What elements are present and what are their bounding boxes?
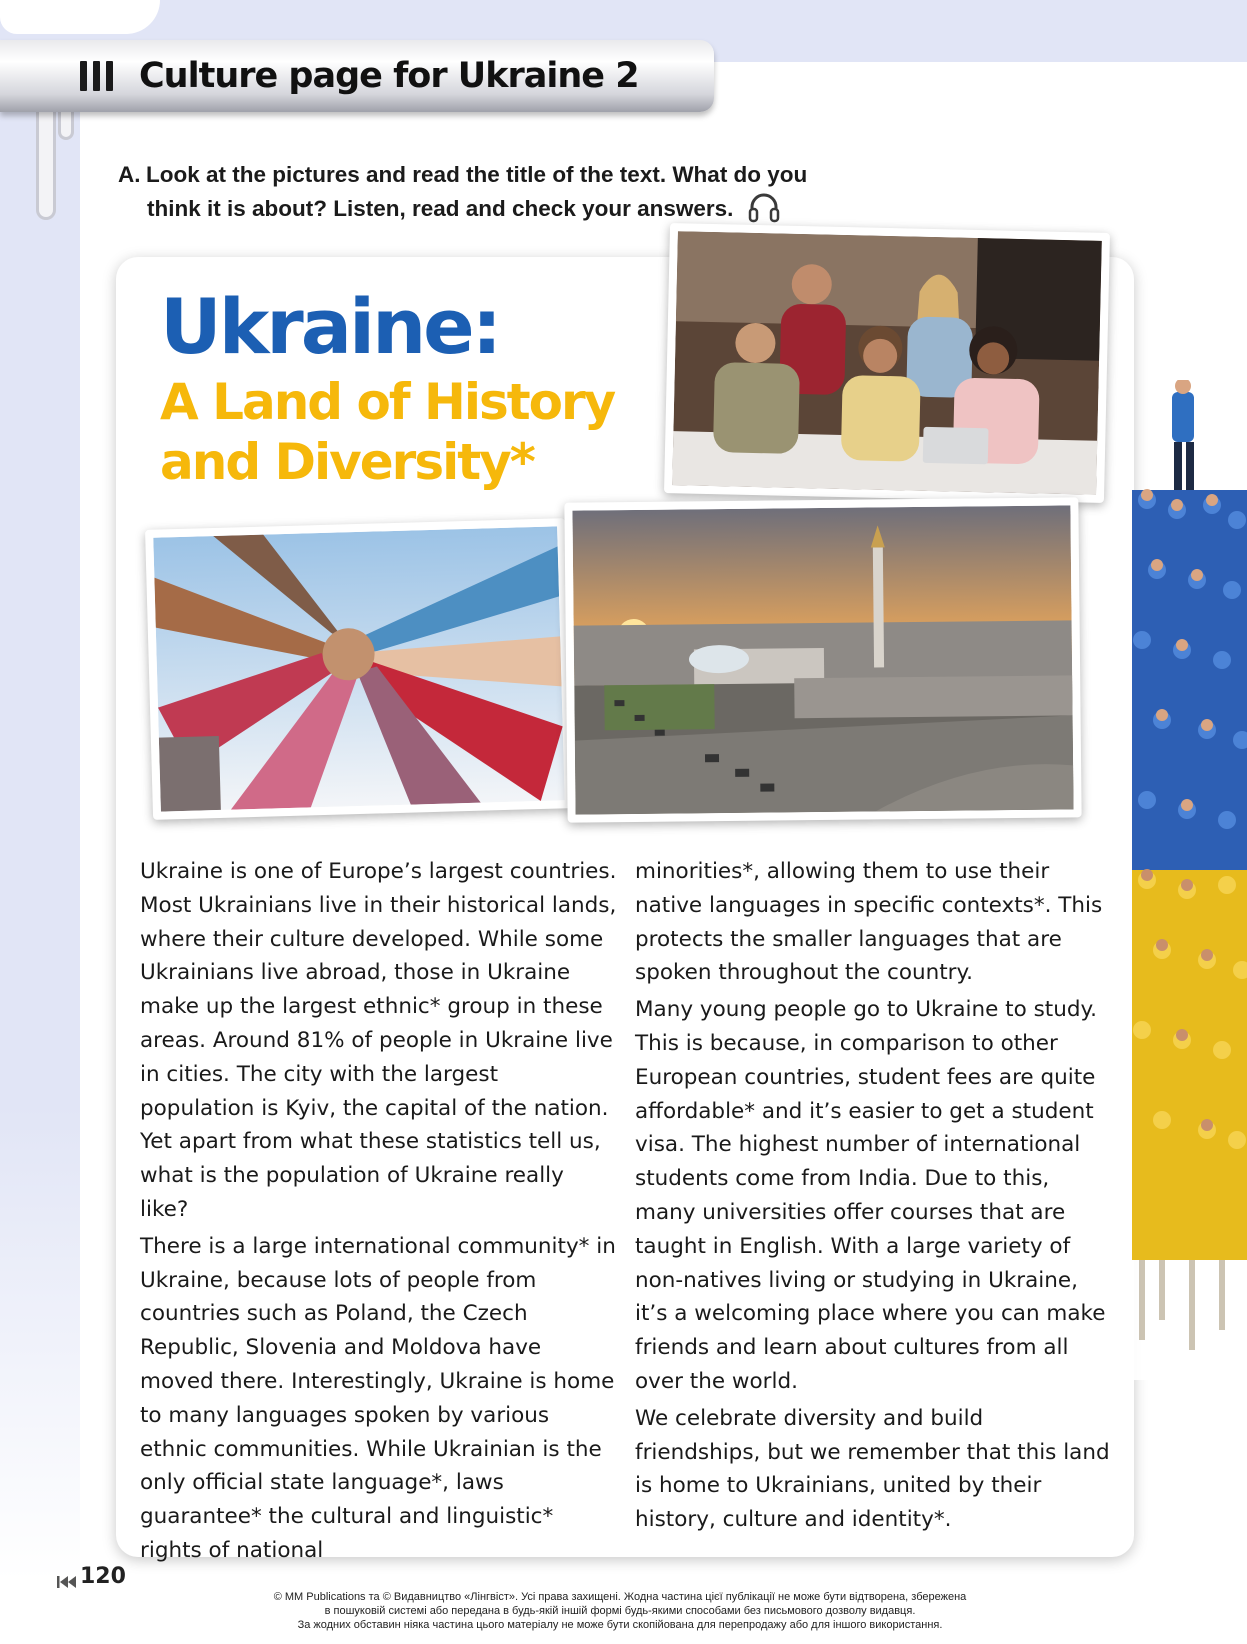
page-number-text: 120	[80, 1564, 126, 1589]
article-paragraph: minorities*, allowing them to use their native languages in specific contexts*. This protects the smaller languages that are spoken throughout the country.	[635, 859, 1103, 986]
article-paragraph: Many young people go to Ukraine to study. This is because, in comparison to other European countries, student fees are quite affordable* and it’s easier to get a student visa. The highest number of international students come from India. Due to this, many universities offer courses that are taught in English. With a large variety of non-natives living or studying in Ukraine, it’s a welcoming place where you can make friends and learn about cultures from all over the world.	[635, 997, 1106, 1394]
article-column-left	[140, 855, 618, 1571]
previous-page-icon	[56, 1570, 78, 1584]
footer-line-1: © MM Publications та © Видавництво «Лінгвіст». Усі права захищені. Жодна частина цієї публікації не може бути відтворена, збережена	[273, 1591, 967, 1603]
crowd-illustration	[1132, 380, 1247, 1380]
background-left-band	[0, 0, 80, 1580]
article-subtitle-line-1: A Land of History	[160, 373, 615, 431]
instruction-line-2: think it is about? Listen, read and check your answers.	[147, 195, 734, 221]
section-marker-icon	[80, 61, 113, 91]
article-paragraph: Ukraine is one of Europe’s largest countries. Most Ukrainians live in their historical lands, where their culture developed. While some Ukrainians live abroad, those in Ukraine make up the largest ethnic* group in these areas. Around 81% of people in Ukraine live in cities. The city with the largest population is Kyiv, the capital of the nation. Yet apart from what these statistics tell us, what is the population of Ukraine really like?	[140, 859, 617, 1222]
footer-line-3: За жодних обставин ніяка частина цього матеріалу не може бути скопійована для перепродажу або для іншого використання.	[297, 1619, 943, 1631]
article-subtitle-line-2: and Diversity*	[160, 433, 534, 491]
footer-line-2: в пошуковій системі або передана в будь-якій іншій формі будь-якими способами без письмового дозволу видавця.	[324, 1605, 916, 1617]
page-number	[56, 1564, 126, 1589]
headphones-icon[interactable]	[747, 191, 781, 225]
article-column-right	[635, 855, 1115, 1540]
instruction	[118, 158, 858, 225]
article-paragraph: We celebrate diversity and build friendships, but we remember that this land is home to Ukrainians, united by their history, culture and identity*.	[635, 1405, 1110, 1533]
title-bar	[0, 40, 714, 112]
photo-group-of-students	[664, 223, 1110, 503]
page-title: Culture page for Ukraine 2	[139, 56, 639, 96]
cloud-decoration	[0, 0, 160, 34]
pipe-drip-decoration	[36, 100, 56, 220]
article-subtitle	[160, 372, 660, 492]
photo-hands-together	[145, 518, 573, 820]
instruction-label: A.	[118, 162, 141, 187]
article-paragraph: There is a large international community* in Ukraine, because lots of people from countries such as Poland, the Czech Republic, Slovenia and Moldova have moved there. Interestingly, Ukraine is home to many languages spoken by various ethnic communities. While Ukrainian is the only official state language*, laws guarantee* the cultural and linguistic* rights of national	[140, 1233, 616, 1563]
photo-kyiv-independence-square	[564, 497, 1081, 822]
article-title: Ukraine:	[160, 282, 500, 371]
copyright-footer	[200, 1590, 1040, 1632]
instruction-line-1: Look at the pictures and read the title of the text. What do you	[146, 162, 808, 187]
